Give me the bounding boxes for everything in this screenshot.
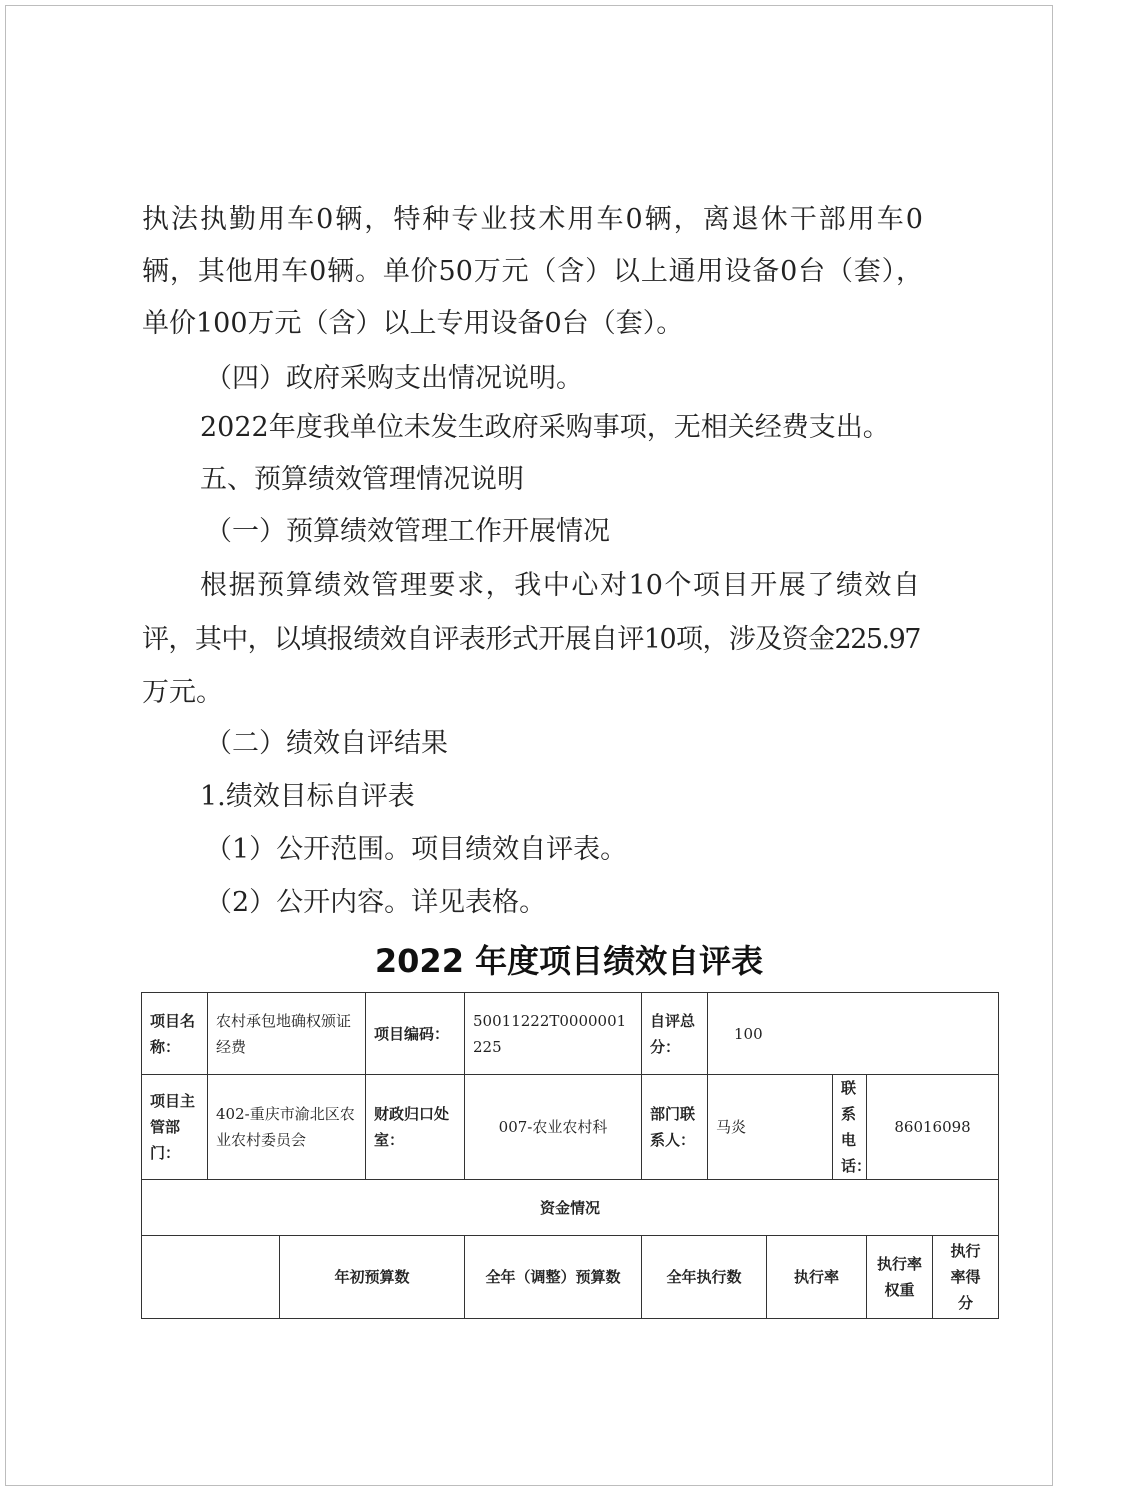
empty-cell bbox=[142, 1236, 280, 1319]
dept-label: 项目主管部门： bbox=[142, 1075, 208, 1180]
funds-header: 资金情况 bbox=[142, 1180, 999, 1236]
column-header: 执行率权重 bbox=[867, 1236, 933, 1319]
column-header: 年初预算数 bbox=[280, 1236, 465, 1319]
finance-label: 财政归口处室： bbox=[366, 1075, 465, 1180]
column-header: 执行率 bbox=[767, 1236, 867, 1319]
score-label: 自评总分： bbox=[642, 993, 708, 1075]
paragraph: 执法执勤用车0辆，特种专业技术用车0辆，离退休干部用车0 bbox=[142, 204, 923, 235]
column-header: 执行率得分 bbox=[933, 1236, 999, 1319]
paragraph: 单价100万元（含）以上专用设备0台（套）。 bbox=[142, 308, 684, 339]
paragraph: 2022年度我单位未发生政府采购事项，无相关经费支出。 bbox=[200, 412, 890, 443]
table-title: 2022 年度项目绩效自评表 bbox=[374, 942, 764, 980]
paragraph: 万元。 bbox=[142, 677, 223, 708]
phone-value: 86016098 bbox=[867, 1075, 999, 1180]
table-row bbox=[142, 993, 999, 1075]
dept-value: 402-重庆市渝北区农业农村委员会 bbox=[208, 1075, 366, 1180]
paragraph: （1）公开范围。项目绩效自评表。 bbox=[205, 834, 628, 865]
score-value: 100 bbox=[708, 993, 999, 1075]
section-heading: 五、预算绩效管理情况说明 bbox=[200, 464, 524, 495]
table-row bbox=[142, 1236, 999, 1319]
project-name-value: 农村承包地确权颁证经费 bbox=[208, 993, 366, 1075]
section-heading: 1.绩效目标自评表 bbox=[200, 781, 415, 812]
column-header: 全年执行数 bbox=[642, 1236, 767, 1319]
table-row bbox=[142, 1180, 999, 1236]
contact-value: 马炎 bbox=[708, 1075, 833, 1180]
project-code-label: 项目编码： bbox=[366, 993, 465, 1075]
section-heading: （二）绩效自评结果 bbox=[205, 728, 448, 759]
phone-label: 联系电话： bbox=[833, 1075, 867, 1180]
contact-label: 部门联系人： bbox=[642, 1075, 708, 1180]
paragraph: 辆，其他用车0辆。单价50万元（含）以上通用设备0台（套）， bbox=[142, 256, 923, 287]
paragraph: 根据预算绩效管理要求，我中心对10个项目开展了绩效自 bbox=[200, 570, 920, 601]
finance-value: 007-农业农村科 bbox=[465, 1075, 642, 1180]
table-row bbox=[142, 1075, 999, 1180]
project-name-label: 项目名称： bbox=[142, 993, 208, 1075]
paragraph: 评，其中，以填报绩效自评表形式开展自评10项，涉及资金225.97 bbox=[142, 624, 920, 655]
section-heading: （一）预算绩效管理工作开展情况 bbox=[205, 516, 610, 547]
project-code-value: 50011222T0000001225 bbox=[465, 993, 642, 1075]
self-evaluation-table bbox=[141, 992, 999, 1319]
column-header: 全年（调整）预算数 bbox=[465, 1236, 642, 1319]
section-heading: （四）政府采购支出情况说明。 bbox=[205, 363, 583, 394]
paragraph: （2）公开内容。详见表格。 bbox=[205, 887, 547, 918]
